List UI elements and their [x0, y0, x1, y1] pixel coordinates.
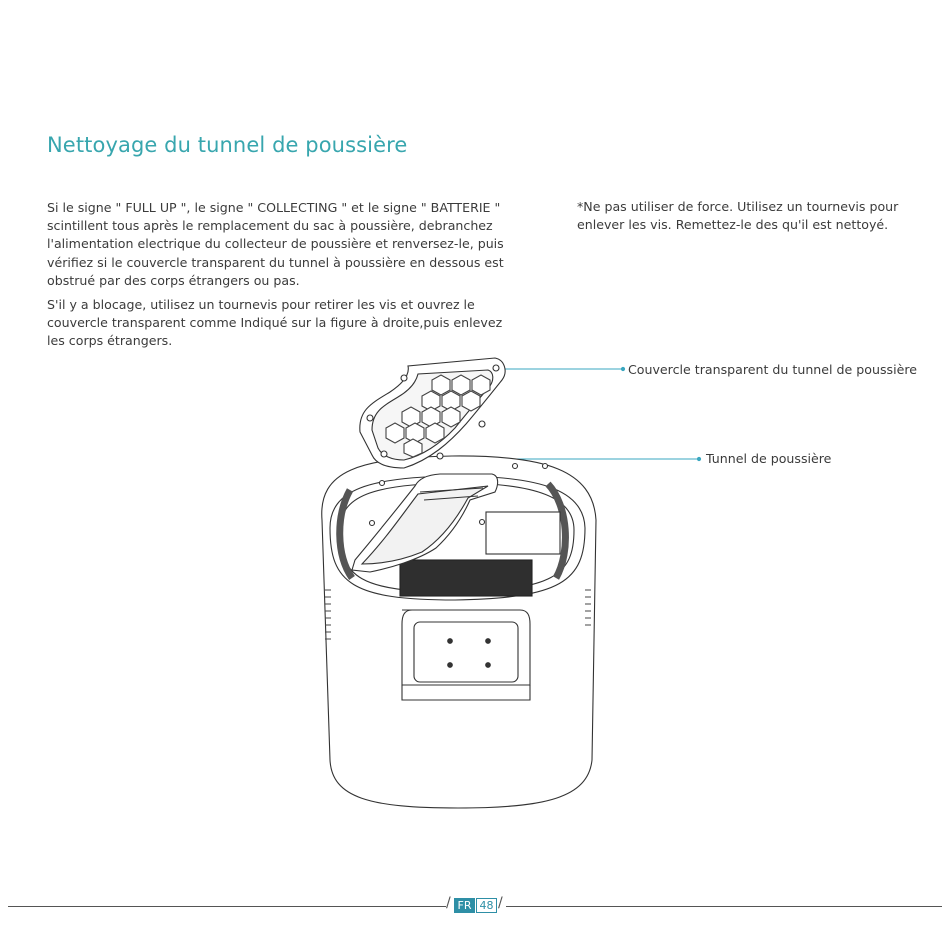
footer-rule-left	[8, 906, 446, 907]
instruction-paragraph-1: Si le signe " FULL UP ", le signe " COLLECTING " et le signe " BATTERIE " scintillent tous après le remplacement du sac à poussière, debranchez l'alimentation electrique du collecteur de poussière et renversez-le, puis vérifiez si le couvercle transparent du tunnel à poussière en dessous est obstrué par des corps étrangers ou pas.	[47, 200, 504, 288]
page-title: Nettoyage du tunnel de poussière	[47, 133, 408, 157]
footer-rule-right	[506, 906, 942, 907]
page-number: 48	[476, 898, 497, 913]
footer-slash-left: /	[446, 895, 451, 911]
callout-lid-label: Couvercle transparent du tunnel de poussière	[628, 362, 917, 377]
callout-tunnel-label: Tunnel de poussière	[706, 451, 832, 466]
language-badge: FR	[454, 898, 475, 913]
caution-note: *Ne pas utiliser de force. Utilisez un tournevis pour enlever les vis. Remettez-le des qu'il est nettoyé.	[577, 199, 899, 233]
transparent-lid	[360, 358, 505, 468]
footer-slash-right: /	[498, 895, 503, 911]
instruction-paragraph-2: S'il y a blocage, utilisez un tournevis pour retirer les vis et ouvrez le couvercle transparent comme Indiqué sur la figure à droite,puis enlevez les corps étrangers.	[47, 297, 503, 349]
